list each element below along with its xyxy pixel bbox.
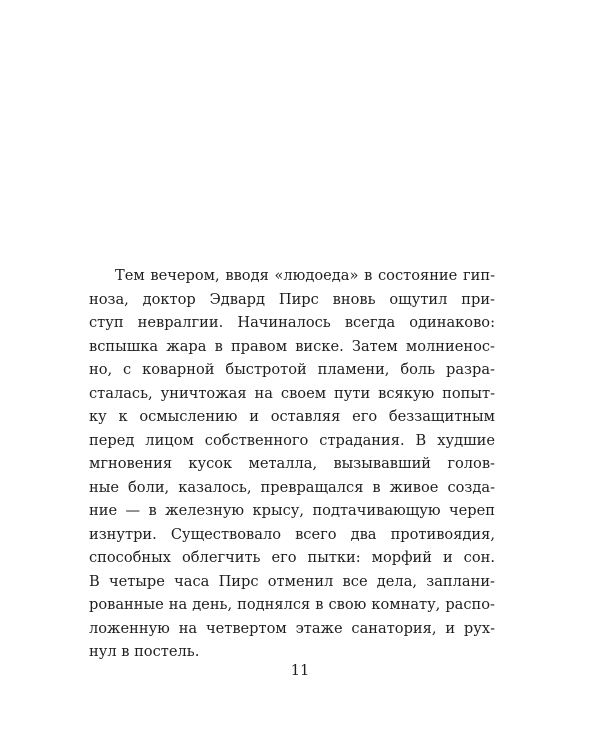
text-line: ступ невралгии. Начиналось всегда одинаково:	[89, 314, 495, 331]
text-line: Тем вечером, вводя «людоеда» в состояние гип-	[115, 267, 495, 284]
text-line: В четыре часа Пирс отменил все дела, заплани-	[89, 572, 495, 590]
text-line: ку к осмыслению и оставляя его беззащитным	[89, 408, 495, 425]
text-line: перед лицом собственного страдания. В худшие	[89, 431, 495, 449]
text-line: рованные на день, поднялся в свою комнату, распо-	[89, 596, 495, 613]
text-line: мгновения кусок металла, вызывавший голов-	[89, 455, 495, 472]
text-line: ние — в железную крысу, подтачивающую череп	[89, 502, 495, 519]
text-line: ные боли, казалось, превращался в живое созда-	[89, 478, 495, 496]
text-line: способных облегчить его пытки: морфий и сон.	[89, 549, 495, 566]
text-line: вспышка жара в правом виске. Затем молниенос-	[89, 337, 495, 355]
text-line: сталась, уничтожая на своем пути всякую попыт-	[89, 384, 495, 402]
text-line: ноза, доктор Эдвард Пирс вновь ощутил при-	[89, 290, 495, 308]
text-line: нул в постель.	[89, 643, 200, 660]
text-line: но, с коварной быстротой пламени, боль разра-	[89, 361, 495, 378]
text-line: изнутри. Существовало всего два противоядия,	[89, 525, 495, 543]
body-paragraph	[89, 264, 495, 664]
page-number: 11	[290, 662, 310, 679]
text-line: ложенную на четвертом этаже санатория, и рух-	[89, 619, 495, 637]
